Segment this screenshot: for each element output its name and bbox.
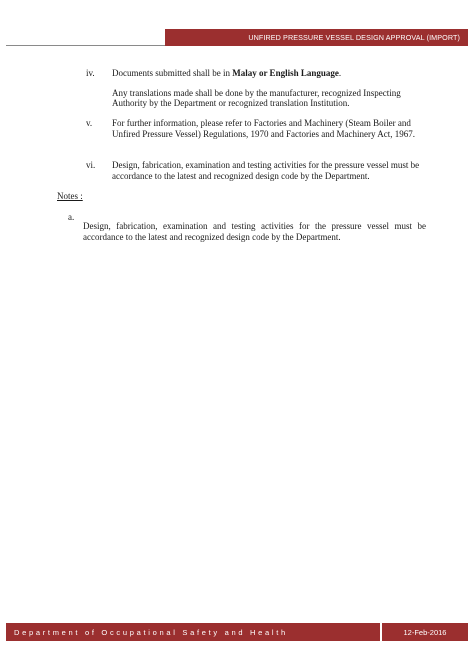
- list-item-paragraph: Design, fabrication, examination and testing activities for the pressure vessel must be accordance to the latest and recognized design code by the Department.: [112, 160, 420, 181]
- list-item-paragraph: Any translations made shall be done by the manufacturer, recognized Inspecting Authority by the Department or recognized translation Institution.: [112, 87, 401, 108]
- notes-heading: Notes :: [57, 191, 83, 201]
- header-banner-text: UNFIRED PRESSURE VESSEL DESIGN APPROVAL (IMPORT): [248, 33, 460, 42]
- list-marker: vi.: [86, 160, 96, 170]
- footer-date: 12-Feb-2016: [382, 623, 468, 641]
- text-prefix: Documents submitted shall be in: [112, 68, 233, 78]
- footer-bar: [6, 623, 468, 641]
- list-marker: iv.: [86, 68, 95, 78]
- list-item-paragraph: [112, 68, 426, 79]
- note-marker: a.: [68, 212, 75, 222]
- language-requirement: Malay or English Language: [232, 68, 339, 78]
- list-marker: v.: [86, 118, 93, 128]
- footer-department: Department of Occupational Safety and Health: [6, 623, 380, 641]
- list-item-text: [112, 68, 426, 109]
- text-suffix: .: [338, 68, 342, 78]
- header-rule: [6, 45, 166, 46]
- list-item-paragraph: For further information, please refer to Factories and Machinery (Steam Boiler and Unfired Pressure Vessel) Regulations, 1970 and Factories and Machinery Act, 1967.: [112, 118, 416, 139]
- note-text: Design, fabrication, examination and testing activities for the pressure vessel must be accordance to the latest and recognized design code by the Department.: [83, 221, 426, 242]
- header-banner: [165, 29, 468, 46]
